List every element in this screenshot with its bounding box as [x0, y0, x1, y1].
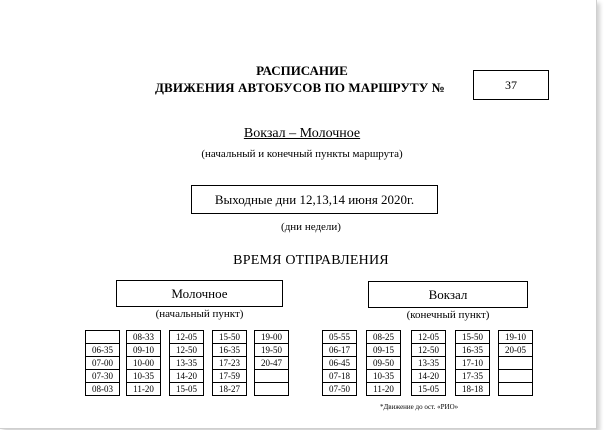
time-cell: 15-50 [213, 331, 246, 344]
time-cell: 14-20 [170, 370, 203, 383]
start-time-column-3 [169, 330, 204, 396]
time-cell: 09-50 [367, 357, 400, 370]
time-cell: 07-50 [323, 383, 356, 396]
time-cell: 17-35 [456, 370, 489, 383]
route-name [0, 126, 604, 142]
time-cell: 05-55 [323, 331, 356, 344]
time-cell: 08-33 [127, 331, 160, 344]
time-cell: 11-20 [127, 383, 160, 396]
time-cell: 19-10 [499, 331, 532, 344]
time-cell: 06-45 [323, 357, 356, 370]
time-cell [255, 383, 288, 396]
time-cell: 14-20 [412, 370, 445, 383]
start-time-column-1 [85, 330, 120, 396]
start-stop-label: (начальный пункт) [155, 308, 244, 320]
time-cell: 18-27 [213, 383, 246, 396]
time-cell: 17-59 [213, 370, 246, 383]
end-time-column-5 [498, 330, 533, 396]
time-cell: 16-35 [456, 344, 489, 357]
time-cell: 19-50 [255, 344, 288, 357]
time-cell: 10-00 [127, 357, 160, 370]
time-cell: 07-00 [86, 357, 119, 370]
start-time-column-5 [254, 330, 289, 396]
time-cell [499, 383, 532, 396]
time-cell: 08-25 [367, 331, 400, 344]
start-stop-box: Молочное [116, 280, 283, 307]
time-cell: 11-20 [367, 383, 400, 396]
time-cell [499, 357, 532, 370]
time-cell: 09-15 [367, 344, 400, 357]
time-cell [499, 370, 532, 383]
time-cell: 06-35 [86, 344, 119, 357]
time-cell: 10-35 [127, 370, 160, 383]
time-cell: 20-47 [255, 357, 288, 370]
time-cell: 12-50 [170, 344, 203, 357]
time-cell: 20-05 [499, 344, 532, 357]
end-time-column-2 [366, 330, 401, 396]
route-description: (начальный и конечный пункты маршрута) [201, 148, 403, 160]
time-cell: 12-05 [170, 331, 203, 344]
time-cell: 15-05 [412, 383, 445, 396]
route-name-text: Вокзал – Молочное [243, 126, 361, 141]
time-cell: 09-10 [127, 344, 160, 357]
time-cell [255, 370, 288, 383]
time-cell: 12-05 [412, 331, 445, 344]
days-label: (дни недели) [281, 221, 341, 233]
time-cell: 15-05 [170, 383, 203, 396]
time-cell: 06-17 [323, 344, 356, 357]
time-cell: 17-10 [456, 357, 489, 370]
time-cell: 13-35 [170, 357, 203, 370]
end-time-column-1 [322, 330, 357, 396]
schedule-title: РАСПИСАНИЕ [256, 63, 348, 78]
time-cell: 19-00 [255, 331, 288, 344]
time-cell [86, 331, 119, 344]
footnote: *Движение до ост. «РИО» [380, 403, 459, 411]
route-number-box: 37 [473, 70, 549, 100]
schedule-subtitle: ДВИЖЕНИЯ АВТОБУСОВ ПО МАРШРУТУ № [155, 80, 445, 95]
end-time-column-3 [411, 330, 446, 396]
departure-title: ВРЕМЯ ОТПРАВЛЕНИЯ [233, 253, 389, 268]
time-cell: 17-23 [213, 357, 246, 370]
time-cell: 18-18 [456, 383, 489, 396]
end-stop-label: (конечный пункт) [406, 309, 490, 321]
time-cell: 07-30 [86, 370, 119, 383]
time-cell: 08-03 [86, 383, 119, 396]
days-box: Выходные дни 12,13,14 июня 2020г. [191, 185, 438, 214]
time-cell: 13-35 [412, 357, 445, 370]
time-cell: 15-50 [456, 331, 489, 344]
time-cell: 12-50 [412, 344, 445, 357]
time-cell: 16-35 [213, 344, 246, 357]
start-time-column-2 [126, 330, 161, 396]
end-stop-box: Вокзал [368, 281, 528, 308]
time-cell: 07-18 [323, 370, 356, 383]
start-time-column-4 [212, 330, 247, 396]
time-cell: 10-35 [367, 370, 400, 383]
end-time-column-4 [455, 330, 490, 396]
